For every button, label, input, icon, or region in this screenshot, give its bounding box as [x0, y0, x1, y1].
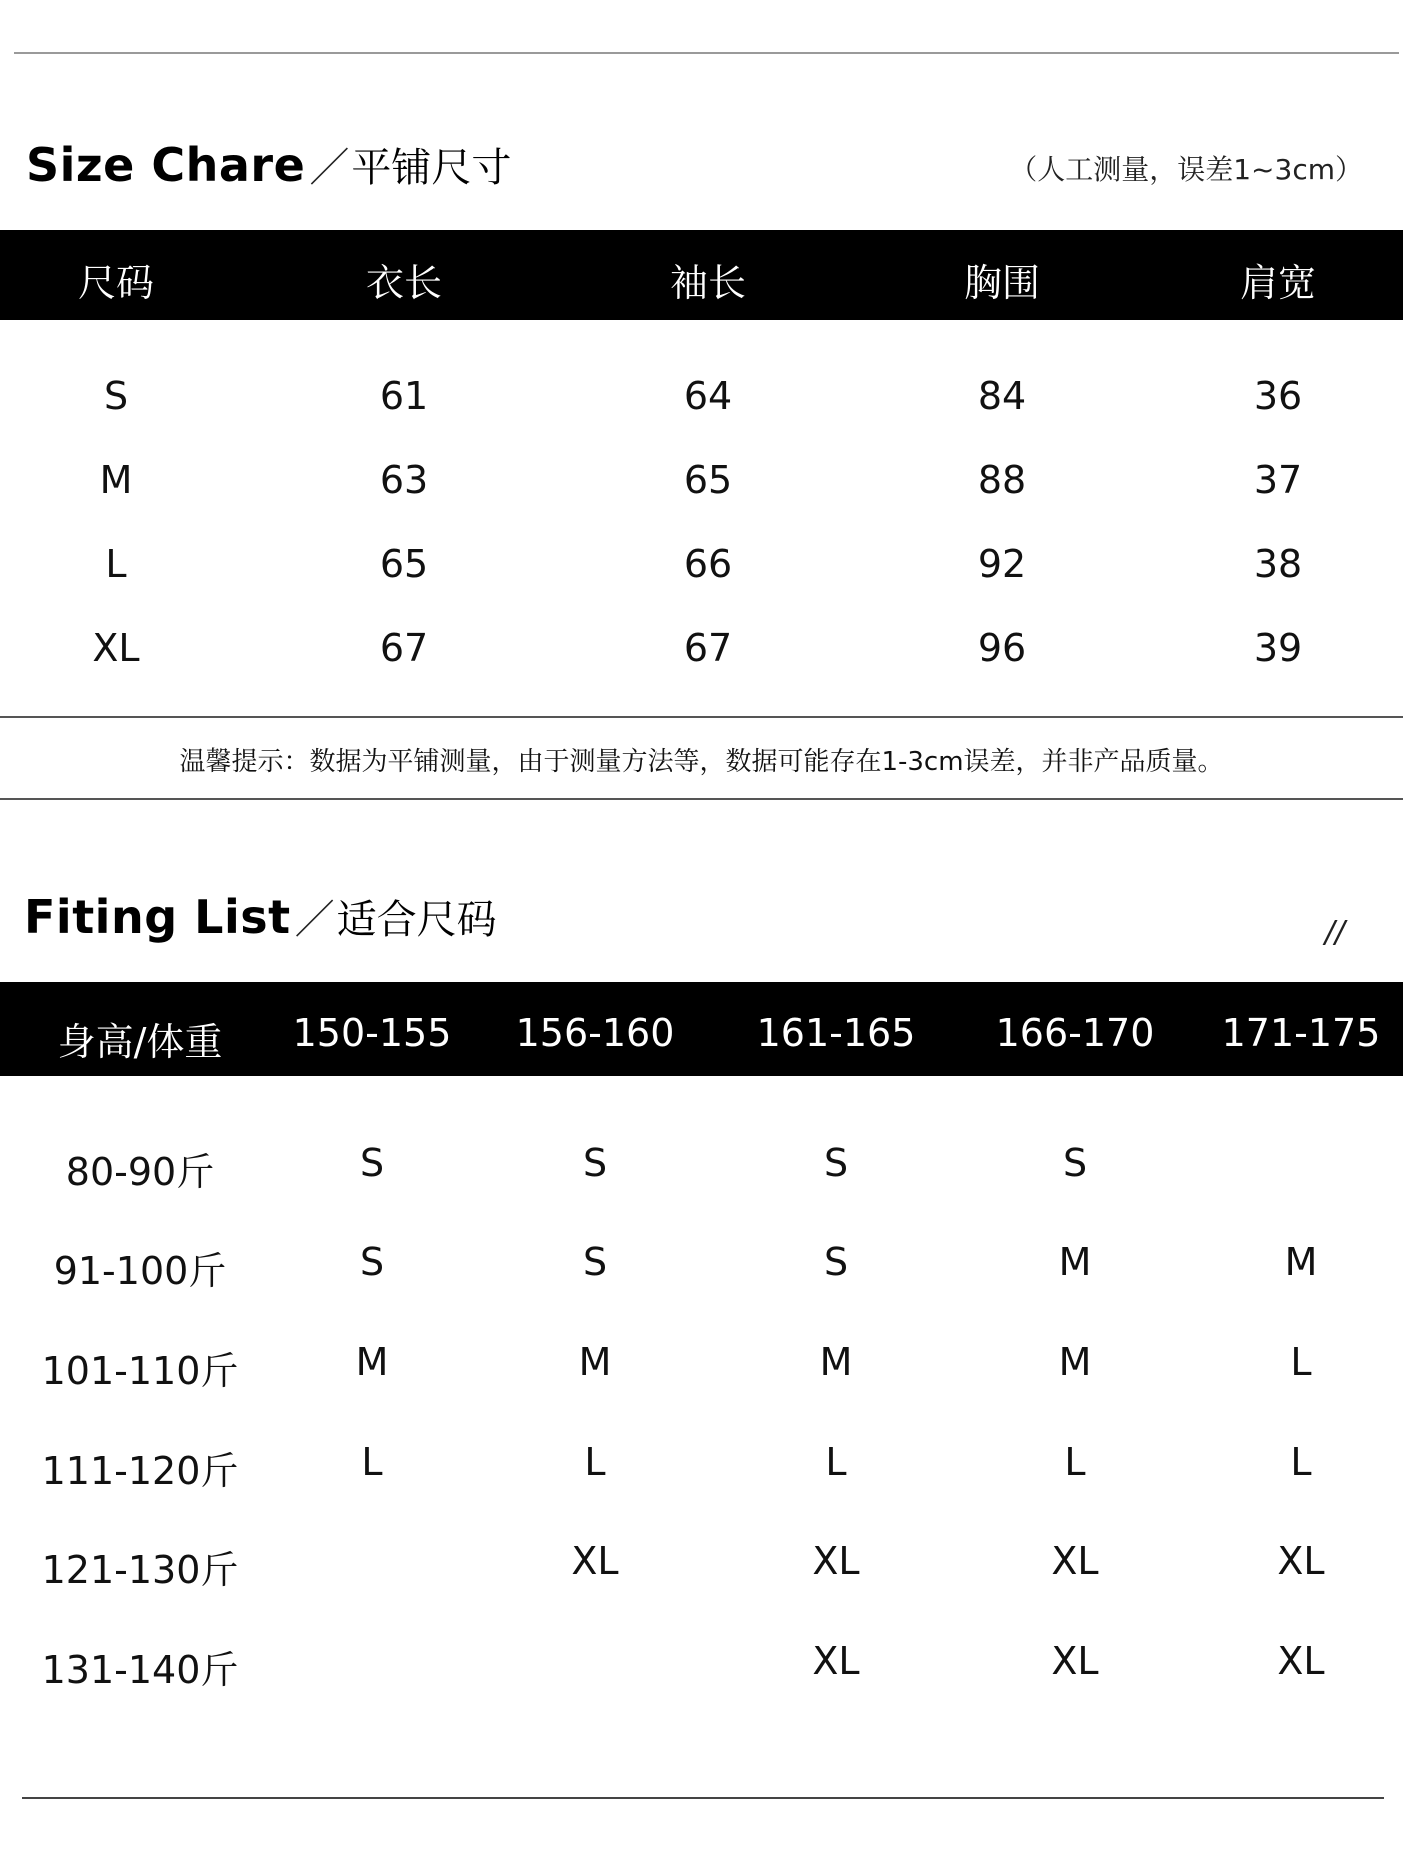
warm-tip: 温馨提示：数据为平铺测量，由于测量方法等，数据可能存在1-3cm误差，并非产品质量。 — [179, 747, 1224, 777]
header-size: 尺码 — [77, 261, 155, 305]
size-cell: XL — [812, 1639, 860, 1683]
length-cell: 65 — [379, 542, 429, 586]
size-cell: L — [825, 1440, 847, 1484]
size-cell: L — [105, 542, 127, 586]
header-shoulder: 肩宽 — [1239, 261, 1317, 305]
tip-bottom-divider — [0, 798, 1403, 800]
title-separator: ／ — [294, 897, 335, 943]
size-cell: M — [1058, 1340, 1092, 1384]
table-row — [0, 1340, 1403, 1400]
size-chart-title-en: Size Chare — [26, 138, 306, 192]
size-cell: L — [1290, 1340, 1312, 1384]
chest-cell: 88 — [977, 458, 1027, 502]
size-cell: L — [361, 1440, 383, 1484]
size-cell: XL — [1277, 1639, 1325, 1683]
chest-cell: 84 — [977, 374, 1027, 418]
size-chart-title-zh: 平铺尺寸 — [351, 145, 512, 191]
size-cell: L — [1064, 1440, 1086, 1484]
size-cell: M — [1058, 1240, 1092, 1284]
size-cell: L — [1290, 1440, 1312, 1484]
fitting-list-title-en: Fiting List — [24, 890, 291, 944]
size-cell: S — [359, 1240, 385, 1284]
sleeve-cell: 64 — [683, 374, 733, 418]
size-cell: S — [823, 1141, 849, 1185]
table-row — [0, 1141, 1403, 1201]
table-row — [0, 1539, 1403, 1599]
size-cell: XL — [1051, 1539, 1099, 1583]
size-cell: XL — [1051, 1639, 1099, 1683]
size-cell: XL — [1277, 1539, 1325, 1583]
table-row — [0, 458, 1403, 518]
size-cell: S — [359, 1141, 385, 1185]
size-cell: XL — [812, 1539, 860, 1583]
table-row — [0, 1639, 1403, 1699]
weight-cell: 80-90斤 — [65, 1150, 215, 1194]
shoulder-cell: 37 — [1253, 458, 1303, 502]
sleeve-cell: 66 — [683, 542, 733, 586]
header-height-range: 156-160 — [515, 1011, 675, 1055]
header-height-range: 161-165 — [756, 1011, 916, 1055]
header-height-range: 171-175 — [1221, 1011, 1381, 1055]
length-cell: 67 — [379, 626, 429, 670]
size-chart-title — [26, 136, 511, 193]
measurement-note: （人工测量，误差1~3cm） — [1009, 153, 1363, 186]
shoulder-cell: 39 — [1253, 626, 1303, 670]
weight-cell: 111-120斤 — [41, 1449, 239, 1493]
fitting-list-header — [0, 982, 1403, 1076]
tip-top-divider — [0, 716, 1403, 718]
title-separator: ／ — [309, 145, 350, 191]
header-height-weight: 身高/体重 — [57, 1020, 223, 1064]
header-height-range: 150-155 — [292, 1011, 452, 1055]
size-cell: L — [584, 1440, 606, 1484]
shoulder-cell: 38 — [1253, 542, 1303, 586]
table-row — [0, 1240, 1403, 1300]
size-cell: S — [823, 1240, 849, 1284]
fitting-list-title — [24, 888, 497, 945]
size-cell: S — [1062, 1141, 1088, 1185]
chest-cell: 92 — [977, 542, 1027, 586]
size-cell: M — [819, 1340, 853, 1384]
header-height-range: 166-170 — [995, 1011, 1155, 1055]
header-sleeve: 袖长 — [669, 261, 747, 305]
size-cell: M — [1284, 1240, 1318, 1284]
size-cell: S — [582, 1141, 608, 1185]
size-cell: XL — [571, 1539, 619, 1583]
weight-cell: 131-140斤 — [41, 1648, 239, 1692]
header-chest: 胸围 — [963, 261, 1041, 305]
size-cell: XL — [92, 626, 140, 670]
table-row — [0, 542, 1403, 602]
size-cell: M — [99, 458, 133, 502]
weight-cell: 121-130斤 — [41, 1548, 239, 1592]
length-cell: 61 — [379, 374, 429, 418]
size-cell: M — [578, 1340, 612, 1384]
table-row — [0, 374, 1403, 434]
weight-cell: 101-110斤 — [41, 1349, 239, 1393]
shoulder-cell: 36 — [1253, 374, 1303, 418]
table-row — [0, 626, 1403, 686]
chest-cell: 96 — [977, 626, 1027, 670]
top-divider — [14, 52, 1399, 54]
header-length: 衣长 — [365, 261, 443, 305]
size-chart-header — [0, 230, 1403, 320]
size-cell: S — [103, 374, 129, 418]
size-cell: S — [582, 1240, 608, 1284]
bottom-divider — [22, 1797, 1384, 1799]
sleeve-cell: 67 — [683, 626, 733, 670]
decorative-marks: // — [1324, 915, 1345, 950]
length-cell: 63 — [379, 458, 429, 502]
size-cell: M — [355, 1340, 389, 1384]
weight-cell: 91-100斤 — [53, 1249, 227, 1293]
fitting-list-title-zh: 适合尺码 — [336, 897, 497, 943]
sleeve-cell: 65 — [683, 458, 733, 502]
table-row — [0, 1440, 1403, 1500]
